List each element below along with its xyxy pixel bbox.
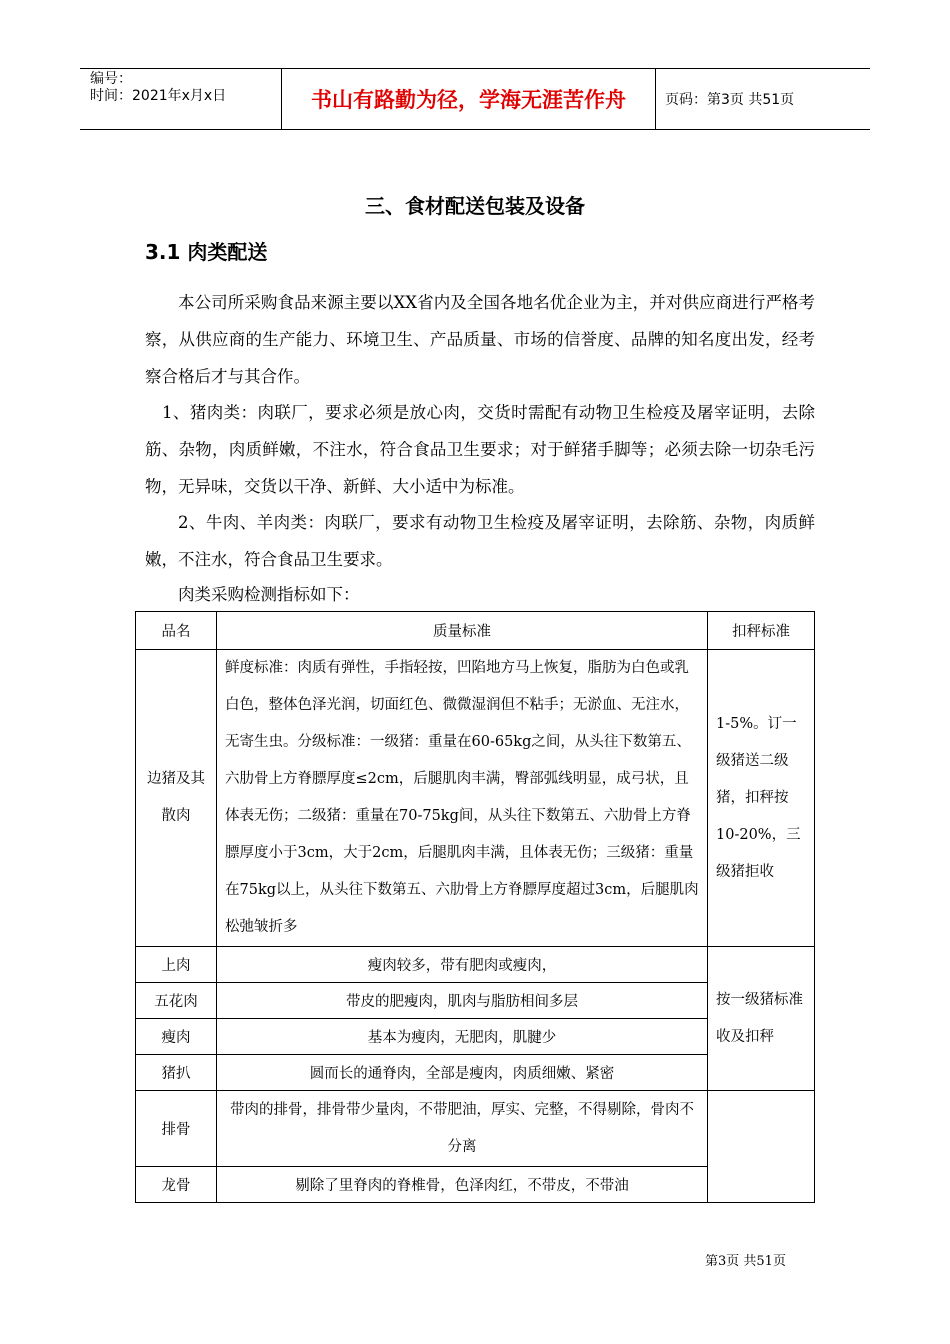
row-standard: 鲜度标准：肉质有弹性，手指轻按，凹陷地方马上恢复，脂肪为白色或乳白色，整体色泽光润，切面红色、微微湿润但不粘手；无淤血、无注水，无寄生虫。分级标准：一级猪：重量在60-65kg之间，从头往下数第五、六肋骨上方脊膘厚度≤2cm，后腿肌肉丰满，臀部弧线明显，成弓状，且体表无伤；二级猪：重量在70-75kg间，从头往下数第五、六肋骨上方脊膘厚度小于3cm，大于2cm，后腿肌肉丰满，且体表无伤；三级猪：重量在75kg以上，从头往下数第五、六肋骨上方脊膘厚度超过3cm，后腿肌肉松弛皱折多 <box>217 650 708 947</box>
intro-paragraph: 本公司所采购食品来源主要以XX省内及全国各地名优企业为主，并对供应商进行严格考察，从供应商的生产能力、环境卫生、产品质量、市场的信誉度、品牌的知名度出发，经考察合格后才与其合作。 <box>145 293 815 386</box>
row-deduction: 1-5%。订一级猪送二级猪，扣秤按10-20%，三级猪拒收 <box>708 650 815 947</box>
header-name: 品名 <box>136 612 217 650</box>
page-footer: 第3页 共51页 <box>705 1254 786 1269</box>
motto: 书山有路勤为径，学海无涯苦作舟 <box>281 69 656 129</box>
row-name: 瘦肉 <box>136 1019 217 1055</box>
row-name: 猪扒 <box>136 1055 217 1091</box>
subsection-title: 3.1 肉类配送 <box>145 240 268 264</box>
meat-standards-table <box>135 611 815 1203</box>
page-indicator: 页码：第3页 共51页 <box>665 92 795 108</box>
table-row <box>136 1091 815 1167</box>
row-standard: 剔除了里脊肉的脊椎骨，色泽肉红，不带皮，不带油 <box>217 1167 708 1203</box>
row-standard: 基本为瘦肉，无肥肉，肌腱少 <box>217 1019 708 1055</box>
table-header-row <box>136 612 815 650</box>
page-header <box>80 68 870 130</box>
table-row <box>136 650 815 947</box>
section-title: 三、食材配送包装及设备 <box>365 194 585 218</box>
row-standard: 瘦肉较多，带有肥肉或瘦肉， <box>217 947 708 983</box>
header-standard: 质量标准 <box>217 612 708 650</box>
row-deduction: 按一级猪标准收及扣秤 <box>708 947 815 1091</box>
row-standard: 带肉的排骨，排骨带少量肉，不带肥油，厚实、完整，不得剔除，骨肉不分离 <box>217 1091 708 1167</box>
header-deduction: 扣秤标准 <box>708 612 815 650</box>
row-deduction <box>708 1091 815 1203</box>
pork-paragraph: 1、猪肉类：肉联厂，要求必须是放心肉，交货时需配有动物卫生检疫及屠宰证明，去除筋、杂物，肉质鲜嫩，不注水，符合食品卫生要求；对于鲜猪手脚等；必须去除一切杂毛污物，无异味，交货以干净、新鲜、大小适中为标准。 <box>145 403 815 496</box>
beef-paragraph: 2、牛肉、羊肉类：肉联厂，要求有动物卫生检疫及屠宰证明，去除筋、杂物，肉质鲜嫩，不注水，符合食品卫生要求。 <box>145 513 815 569</box>
number-label: 编号： <box>90 71 132 87</box>
row-standard: 带皮的肥瘦肉，肌肉与脂肪相间多层 <box>217 983 708 1019</box>
row-name: 边猪及其散肉 <box>136 650 217 947</box>
row-standard: 圆而长的通脊肉，全部是瘦肉，肉质细嫩、紧密 <box>217 1055 708 1091</box>
row-name: 五花肉 <box>136 983 217 1019</box>
header-meta <box>80 69 280 129</box>
table-row <box>136 947 815 983</box>
row-name: 排骨 <box>136 1091 217 1167</box>
table-intro: 肉类采购检测指标如下： <box>178 585 360 604</box>
date-line: 时间：2021年x月x日 <box>90 88 227 104</box>
row-name: 上肉 <box>136 947 217 983</box>
row-name: 龙骨 <box>136 1167 217 1203</box>
